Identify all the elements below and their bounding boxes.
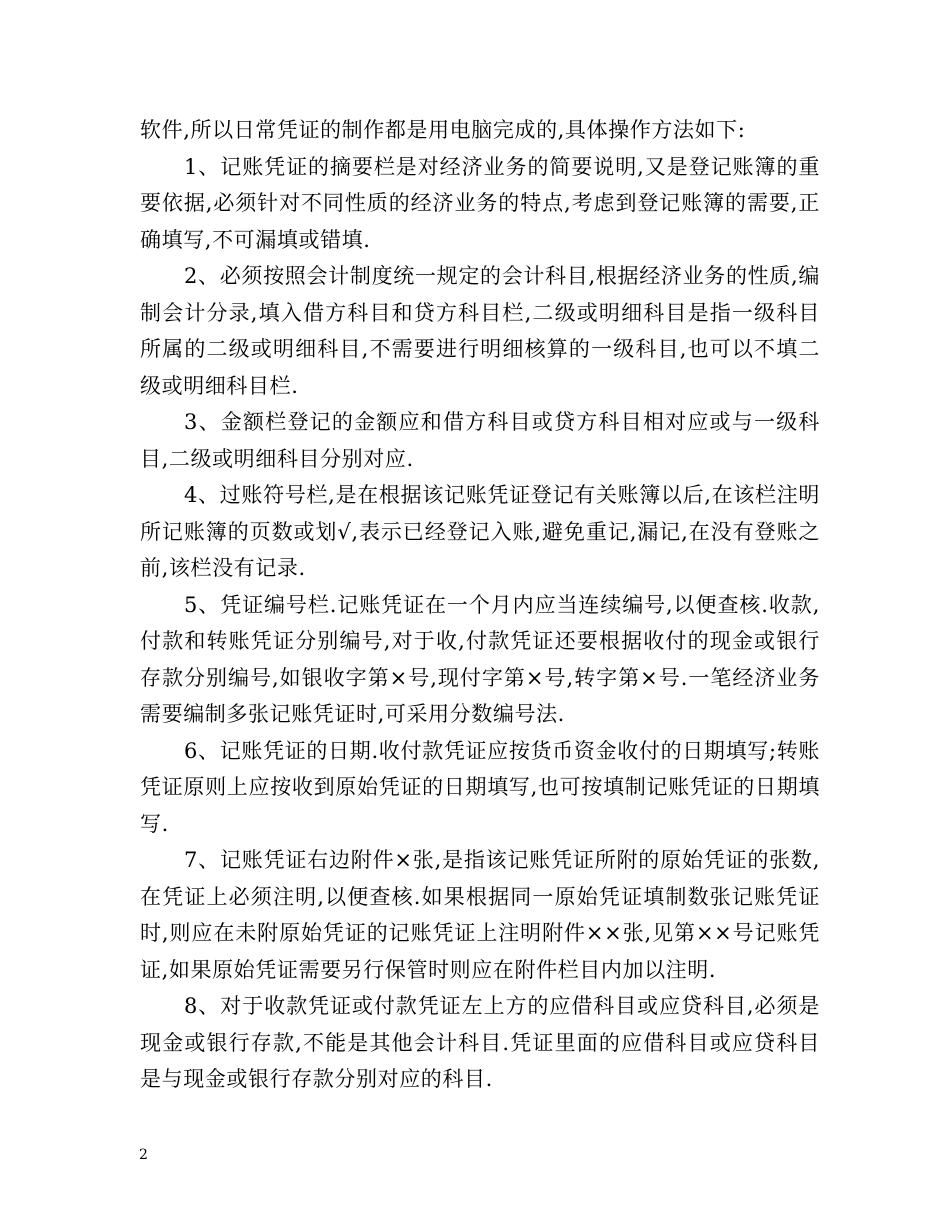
document-body [140, 112, 820, 1098]
paragraph-intro: 软件,所以日常凭证的制作都是用电脑完成的,具体操作方法如下: [140, 118, 746, 142]
paragraph-item-5: 5、凭证编号栏.记账凭证在一个月内应当连续编号,以便查核.收款,付款和转账凭证分别编号,对于收,付款凭证还要根据收付的现金或银行存款分别编号,如银收字第×号,现付字第×号,转字第×号.一笔经济业务需要编制多张记账凭证时,可采用分数编号法. [140, 592, 820, 726]
paragraph-item-3: 3、金额栏登记的金额应和借方科目或贷方科目相对应或与一级科目,二级或明细科目分别对应. [140, 410, 820, 471]
paragraph-item-6: 6、记账凭证的日期.收付款凭证应按货币资金收付的日期填写;转账凭证原则上应按收到原始凭证的日期填写,也可按填制记账凭证的日期填写. [140, 738, 820, 836]
paragraph-item-1: 1、记账凭证的摘要栏是对经济业务的简要说明,又是登记账簿的重要依据,必须针对不同性质的经济业务的特点,考虑到登记账簿的需要,正确填写,不可漏填或错填. [140, 154, 820, 252]
paragraph-item-4: 4、过账符号栏,是在根据该记账凭证登记有关账簿以后,在该栏注明所记账簿的页数或划√,表示已经登记入账,避免重记,漏记,在没有登账之前,该栏没有记录. [140, 483, 820, 580]
page-number: 2 [139, 1147, 148, 1163]
paragraph-item-2: 2、必须按照会计制度统一规定的会计科目,根据经济业务的性质,编制会计分录,填入借方科目和贷方科目栏,二级或明细科目是指一级科目所属的二级或明细科目,不需要进行明细核算的一级科目,也可以不填二级或明细科目栏. [140, 264, 820, 398]
paragraph-item-7: 7、记账凭证右边附件×张,是指该记账凭证所附的原始凭证的张数,在凭证上必须注明,以便查核.如果根据同一原始凭证填制数张记账凭证时,则应在未附原始凭证的记账凭证上注明附件××张,见第××号记账凭证,如果原始凭证需要另行保管时则应在附件栏目内加以注明. [140, 848, 820, 982]
paragraph-item-8: 8、对于收款凭证或付款凭证左上方的应借科目或应贷科目,必须是现金或银行存款,不能是其他会计科目.凭证里面的应借科目或应贷科目是与现金或银行存款分别对应的科目. [140, 994, 820, 1091]
